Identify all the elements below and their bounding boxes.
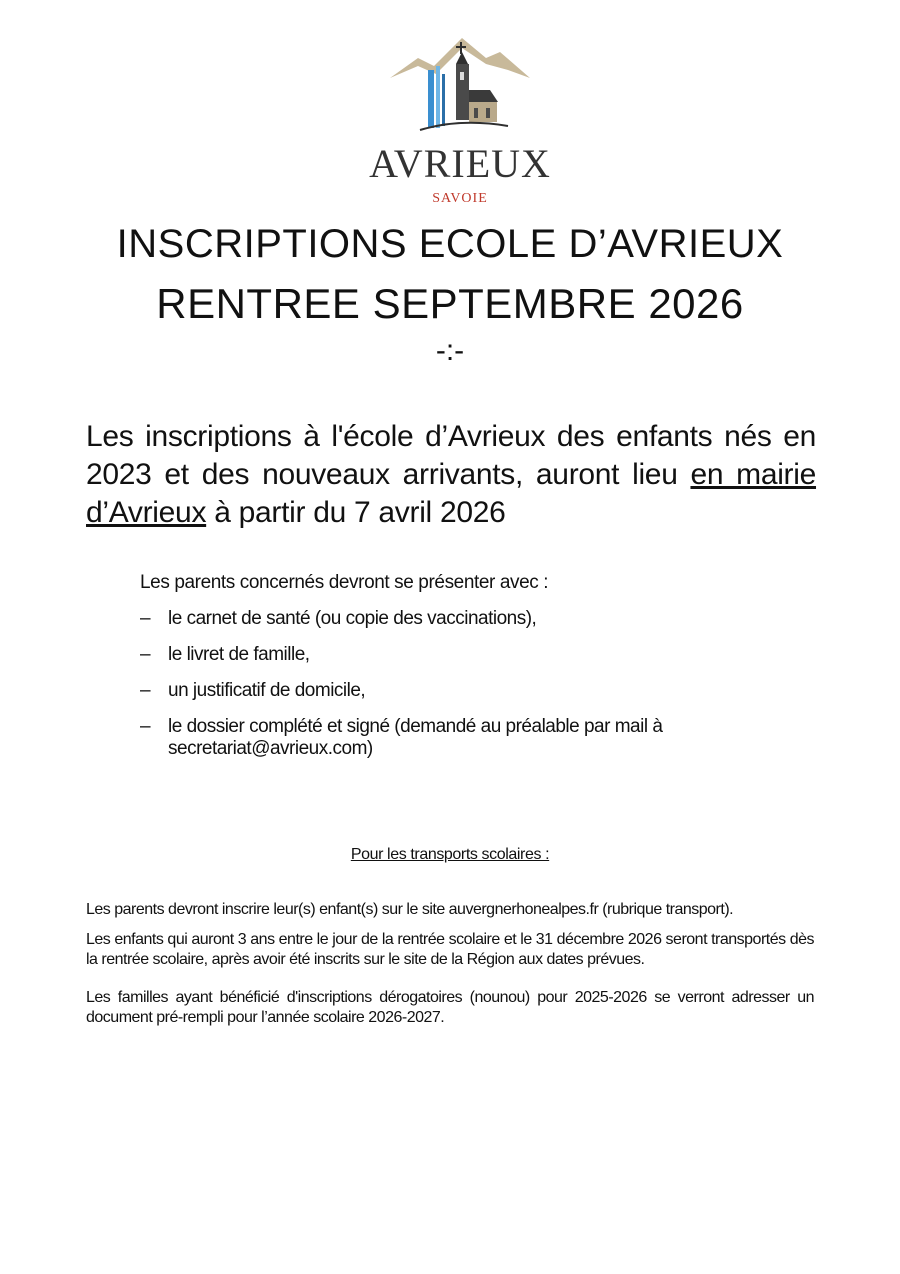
requirements-list — [140, 608, 740, 774]
mountain-church-icon — [390, 30, 530, 140]
intro-text-after: à partir du 7 avril 2026 — [206, 496, 506, 529]
list-item: – le carnet de santé (ou copie des vaccinations), — [140, 608, 740, 630]
title-separator: -:- — [435, 334, 465, 367]
transport-section-title: Pour les transports scolaires : — [350, 846, 550, 863]
transport-paragraph: Les parents devront inscrire leur(s) enfant(s) sur le site auvergnerhonealpes.fr (rubrique transport). — [86, 901, 734, 918]
list-item: – le dossier complété et signé (demandé au préalable par mail à secretariat@avrieux.com) — [140, 716, 740, 760]
intro-location-underlined: en mairie d’Avrieux — [86, 458, 817, 529]
requirements-heading: Les parents concernés devront se présenter avec : — [140, 572, 549, 593]
page-title-line1: INSCRIPTIONS ECOLE D’AVRIEUX — [116, 222, 784, 266]
avrieux-logo — [360, 30, 560, 220]
intro-paragraph — [86, 418, 816, 532]
page-title-line2: RENTREE SEPTEMBRE 2026 — [156, 280, 744, 327]
list-item: – un justificatif de domicile, — [140, 680, 740, 702]
logo-subtitle: SAVOIE — [432, 191, 488, 206]
intro-text-before: Les inscriptions à l'école d’Avrieux des enfants nés en 2023 et des nouveaux arrivants, auront lieu — [86, 420, 816, 491]
list-item: – le livret de famille, — [140, 644, 740, 666]
transport-paragraph: Les enfants qui auront 3 ans entre le jour de la rentrée scolaire et le 31 décembre 2026 seront transportés dès la rentrée scolaire, après avoir été inscrits sur le site de la Région aux dates prévues. — [86, 931, 814, 968]
logo-name: AVRIEUX — [369, 141, 551, 186]
transport-paragraph: Les familles ayant bénéficié d'inscriptions dérogatoires (nounou) pour 2025-2026 se verront adresser un document pré-rempli pour l’année scolaire 2026-2027. — [86, 989, 814, 1026]
